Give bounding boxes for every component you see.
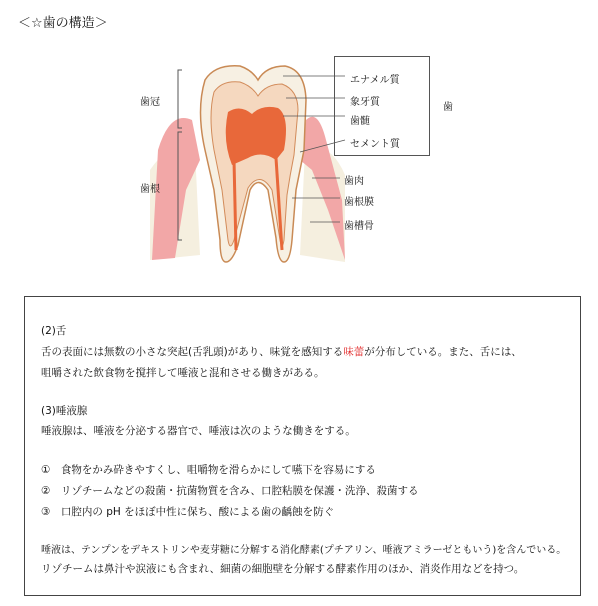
- label-gum: 歯肉: [344, 176, 364, 187]
- enzyme-paragraph-1: 唾液は、テンプンをデキストリンや麦芽糖に分解する消化酵素(プチアリン、唾液アミラーゼともいう)を含んでいる。: [41, 545, 567, 556]
- label-periodontal-ligament: 歯根膜: [344, 197, 374, 208]
- tongue-p1-a: 舌の表面には無数の小さな突起(舌乳頭)があり、味覚を感知する: [41, 346, 344, 358]
- label-dentin: 象牙質: [350, 97, 380, 108]
- root-canal-left: [234, 160, 236, 250]
- saliva-title: (3)唾液腺: [41, 405, 88, 417]
- list-item: ③ 口腔内の pH をほぼ中性に保ち、酸による歯の齲蝕を防ぐ: [41, 506, 335, 518]
- label-pulp: 歯髄: [350, 116, 370, 127]
- section-heading: ＜☆歯の構造＞: [18, 16, 108, 31]
- explanation-box: [24, 296, 581, 596]
- tongue-paragraph-1: [41, 344, 522, 359]
- label-root: 歯根: [140, 184, 160, 195]
- saliva-intro: 唾液腺は、唾液を分泌する器官で、唾液は次のような働きをする。: [41, 425, 356, 437]
- tongue-paragraph-2: 咀嚼された飲食物を撹拌して唾液と混和させる働きがある。: [41, 367, 325, 379]
- tooth-illustration: [0, 0, 598, 290]
- tongue-title: (2)舌: [41, 325, 67, 337]
- tongue-p1-b: が分布している。また、舌には、: [364, 346, 522, 358]
- taste-bud-highlight: 味蕾: [343, 346, 365, 358]
- tooth-diagram: [0, 0, 598, 290]
- list-item: ② リゾチームなどの殺菌・抗菌物質を含み、口腔粘膜を保護・洗浄、殺菌する: [41, 485, 419, 497]
- label-tooth: 歯: [443, 102, 453, 113]
- list-item: ① 食物をかみ砕きやすくし、咀嚼物を滑らかにして嚥下を容易にする: [41, 464, 376, 476]
- label-crown: 歯冠: [140, 97, 160, 108]
- label-cementum: セメント質: [350, 139, 400, 150]
- label-enamel: エナメル質: [350, 75, 400, 86]
- label-alveolar-bone: 歯槽骨: [344, 221, 374, 232]
- enzyme-paragraph-2: リゾチームは鼻汁や涙液にも含まれ、細菌の細胞壁を分解する酵素作用のほか、消炎作用などを持つ。: [41, 563, 525, 575]
